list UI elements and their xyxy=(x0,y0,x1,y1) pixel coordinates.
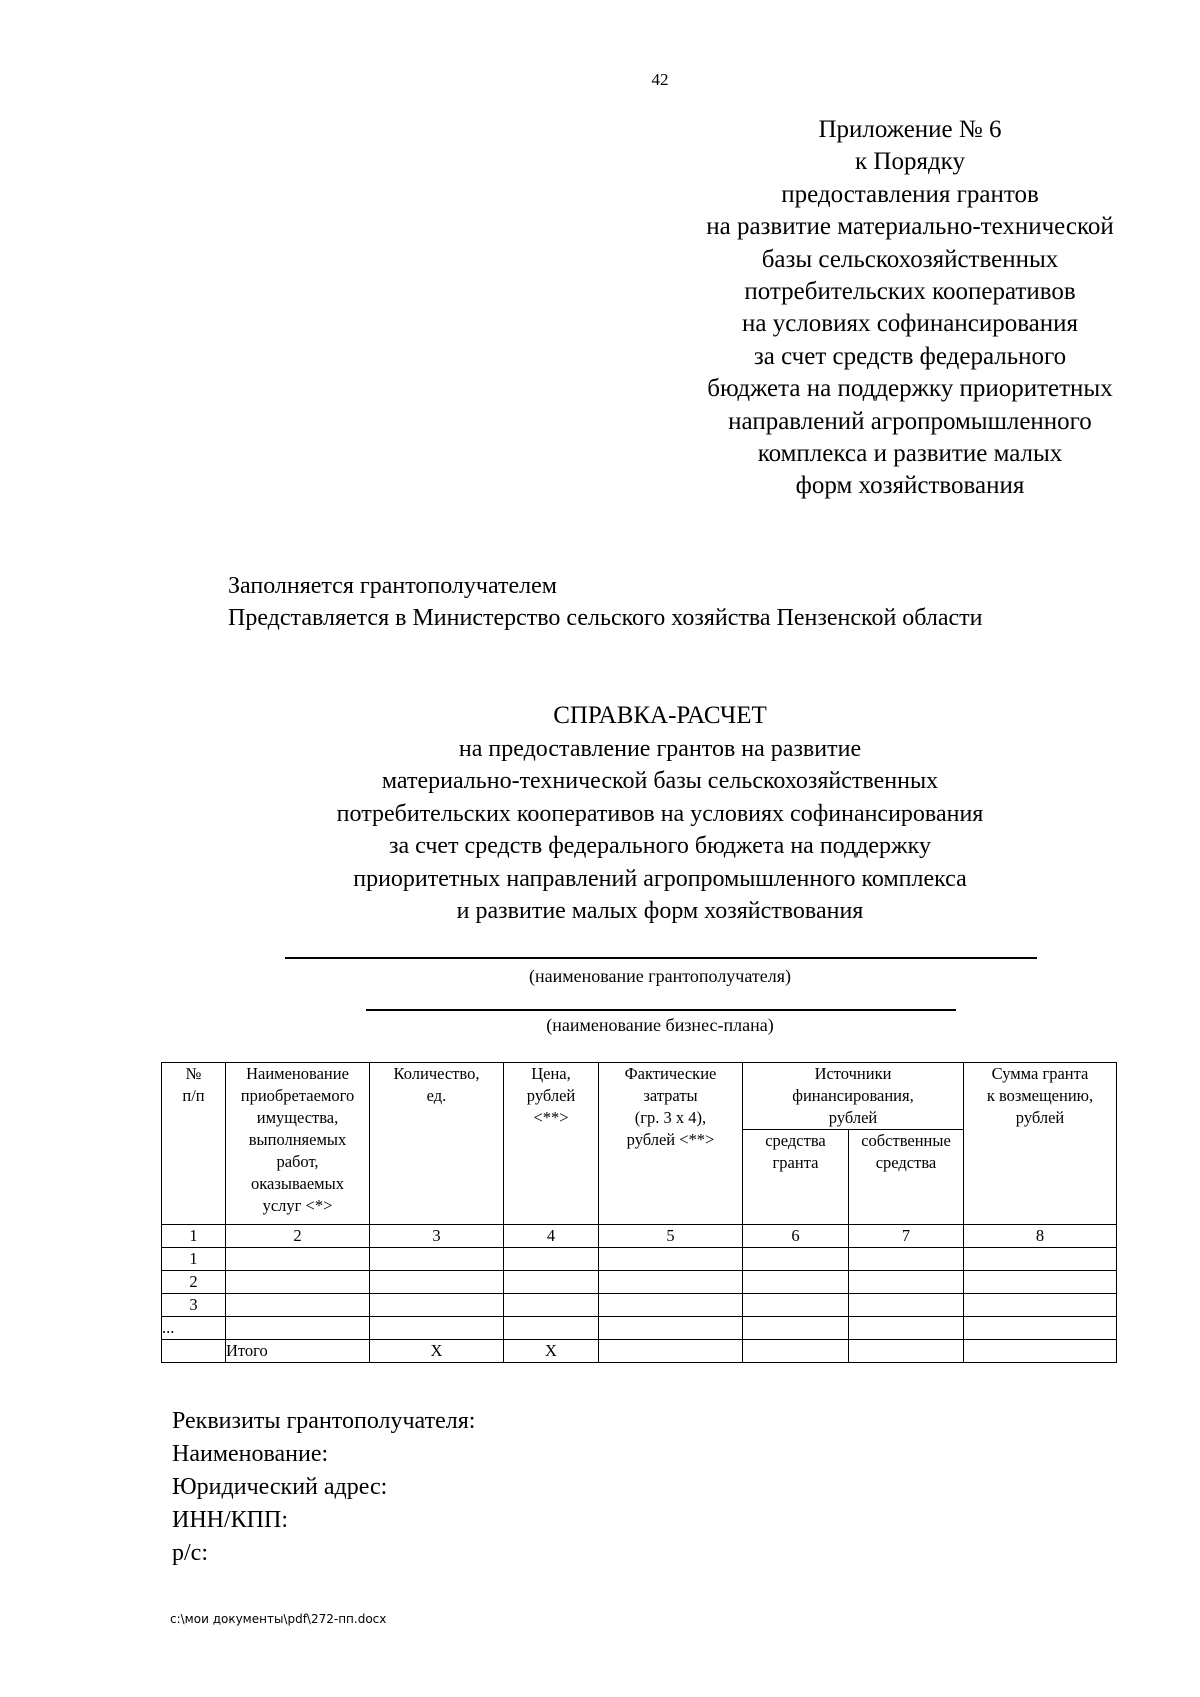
appendix-line: комплекса и развитие малых xyxy=(757,440,1063,468)
requisites-heading: Реквизиты грантополучателя: xyxy=(172,1408,476,1434)
table-row xyxy=(162,1248,1117,1271)
table-cell xyxy=(849,1294,964,1317)
table-cell: 2 xyxy=(162,1271,226,1294)
table-cell xyxy=(599,1340,743,1363)
table-cell xyxy=(504,1271,599,1294)
appendix-line: направлений агропромышленного xyxy=(728,407,1092,435)
table-cell xyxy=(964,1340,1117,1363)
requisites-inn-kpp: ИНН/КПП: xyxy=(172,1507,289,1533)
table-cell xyxy=(849,1248,964,1271)
appendix-line: базы сельскохозяйственных xyxy=(761,245,1059,273)
table-cell xyxy=(849,1317,964,1340)
recipient-name-caption: (наименование грантополучателя) xyxy=(529,966,791,986)
appendix-line: бюджета на поддержку приоритетных xyxy=(707,375,1113,403)
table-cell xyxy=(964,1317,1117,1340)
column-number: 1 xyxy=(162,1225,226,1248)
header-quantity: Количество, ед. xyxy=(370,1063,504,1225)
title-line: за счет средств федерального бюджета на поддержку xyxy=(389,833,931,859)
table-cell: 3 xyxy=(162,1294,226,1317)
submitted-to-text: Представляется в Министерство сельского хозяйства Пензенской области xyxy=(228,605,983,631)
table-cell: ... xyxy=(162,1317,226,1340)
filled-by-text: Заполняется грантополучателем xyxy=(228,573,557,599)
column-number: 8 xyxy=(964,1225,1117,1248)
appendix-line: Приложение № 6 xyxy=(818,116,1002,143)
table-cell xyxy=(743,1340,849,1363)
appendix-line: к Порядку xyxy=(855,148,965,176)
title-line: приоритетных направлений агропромышленного комплекса xyxy=(353,865,967,892)
requisites-account: р/с: xyxy=(172,1540,208,1566)
table-cell xyxy=(743,1248,849,1271)
table-cell xyxy=(370,1271,504,1294)
table-cell xyxy=(743,1317,849,1340)
header-own-funds: собственные средства xyxy=(849,1130,964,1225)
business-plan-name-line xyxy=(366,1009,956,1011)
table-cell xyxy=(226,1317,370,1340)
appendix-header xyxy=(660,114,1160,503)
document-title xyxy=(230,700,1090,928)
appendix-line: за счет средств федерального xyxy=(753,342,1067,370)
column-number: 4 xyxy=(504,1225,599,1248)
title-line: материально-технической базы сельскохозяйственных xyxy=(381,768,939,794)
table-cell xyxy=(370,1317,504,1340)
table-cell xyxy=(599,1271,743,1294)
table-cell xyxy=(743,1271,849,1294)
appendix-line: на развитие материально-технической xyxy=(706,213,1114,241)
appendix-line: на условиях софинансирования xyxy=(741,310,1079,338)
requisites-name: Наименование: xyxy=(172,1441,329,1467)
total-row xyxy=(162,1340,1117,1363)
column-number: 6 xyxy=(743,1225,849,1248)
column-number: 3 xyxy=(370,1225,504,1248)
table-cell xyxy=(504,1248,599,1271)
header-sources: Источники финансирования, рублей xyxy=(743,1063,964,1130)
table-cell: Х xyxy=(504,1340,599,1363)
table-cell xyxy=(504,1294,599,1317)
header-grant-sum: Сумма гранта к возмещению, рублей xyxy=(964,1063,1117,1225)
business-plan-name-caption: (наименование бизнес-плана) xyxy=(546,1015,774,1035)
table-cell: 1 xyxy=(162,1248,226,1271)
table-cell xyxy=(599,1248,743,1271)
table-cell xyxy=(849,1340,964,1363)
table-row xyxy=(162,1271,1117,1294)
header-name: Наименование приобретаемого имущества, выполняемых работ, оказываемых услуг <*> xyxy=(226,1063,370,1225)
title-line: потребительских кооперативов на условиях софинансирования xyxy=(336,800,984,827)
table-cell xyxy=(964,1248,1117,1271)
table-cell xyxy=(964,1294,1117,1317)
calculation-table xyxy=(161,1062,1117,1363)
table-row xyxy=(162,1317,1117,1340)
appendix-line: потребительских кооперативов xyxy=(744,278,1076,306)
table-cell xyxy=(504,1317,599,1340)
page-number: 42 xyxy=(651,70,669,89)
title-line: на предоставление грантов на развитие xyxy=(458,735,862,762)
header-price: Цена, рублей <**> xyxy=(504,1063,599,1225)
table-cell xyxy=(162,1340,226,1363)
header-grant-funds: средства гранта xyxy=(743,1130,849,1225)
title-line: и развитие малых форм хозяйствования xyxy=(456,898,864,924)
table-cell xyxy=(226,1271,370,1294)
requisites-address: Юридический адрес: xyxy=(172,1474,388,1500)
submission-note xyxy=(228,570,983,634)
title-main: СПРАВКА-РАСЧЕТ xyxy=(553,702,767,729)
header-actual-costs: Фактические затраты (гр. 3 х 4), рублей <**> xyxy=(599,1063,743,1225)
table-cell xyxy=(743,1294,849,1317)
footer-file-path: c:\мои документы\pdf\272-пп.docx xyxy=(170,1612,387,1626)
column-number: 2 xyxy=(226,1225,370,1248)
total-label: Итого xyxy=(226,1340,370,1363)
column-number-row xyxy=(162,1225,1117,1248)
header-num: № п/п xyxy=(162,1063,226,1225)
appendix-line: предоставления грантов xyxy=(781,180,1039,208)
table-cell xyxy=(226,1294,370,1317)
appendix-line: форм хозяйствования xyxy=(795,472,1025,500)
table-cell xyxy=(370,1294,504,1317)
table-cell xyxy=(599,1317,743,1340)
table-cell: Х xyxy=(370,1340,504,1363)
column-number: 7 xyxy=(849,1225,964,1248)
table-cell xyxy=(964,1271,1117,1294)
table-cell xyxy=(599,1294,743,1317)
recipient-requisites xyxy=(172,1405,475,1570)
column-number: 5 xyxy=(599,1225,743,1248)
recipient-name-line xyxy=(285,957,1037,959)
table-row xyxy=(162,1294,1117,1317)
table-cell xyxy=(849,1271,964,1294)
table-cell xyxy=(226,1248,370,1271)
table-cell xyxy=(370,1248,504,1271)
